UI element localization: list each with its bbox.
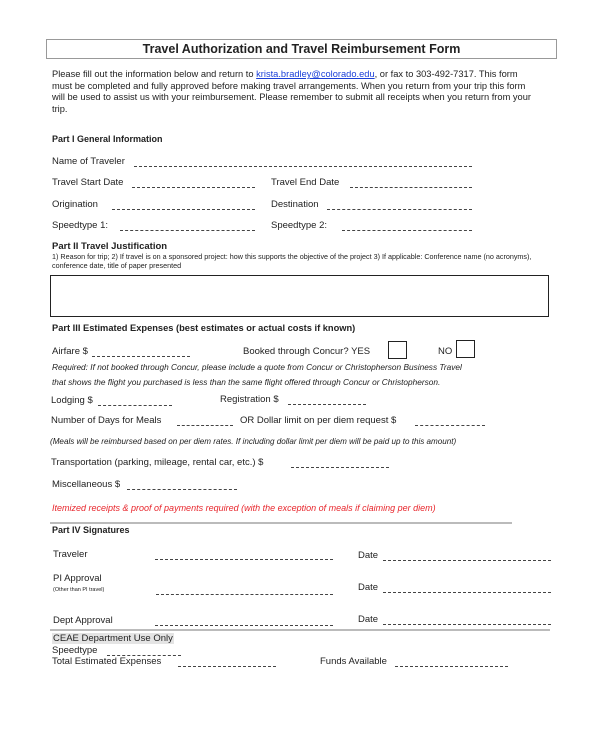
funds-available-label: Funds Available (320, 656, 387, 667)
meals-days-field[interactable] (177, 425, 233, 426)
part4-heading: Part IV Signatures (52, 525, 130, 535)
meals-days-label: Number of Days for Meals (51, 415, 162, 426)
dept-date-label: Date (358, 614, 379, 625)
intro-pre: Please fill out the information below and return to (52, 69, 257, 79)
dept-approval-label: Dept Approval (53, 615, 113, 626)
start-date-label: Travel Start Date (52, 177, 124, 188)
pi-signature-field[interactable] (156, 594, 333, 595)
yes-checkbox[interactable] (388, 341, 407, 359)
justification-textbox[interactable] (50, 275, 549, 317)
per-diem-field[interactable] (415, 425, 485, 426)
miscellaneous-label: Miscellaneous $ (52, 479, 121, 490)
miscellaneous-field[interactable] (127, 489, 237, 490)
email-link[interactable]: krista.bradley@colorado.edu (256, 69, 375, 79)
destination-field[interactable] (327, 209, 472, 210)
intro-text (52, 69, 532, 115)
destination-label: Destination (271, 199, 319, 210)
end-date-field[interactable] (350, 187, 472, 188)
transportation-field[interactable] (291, 467, 389, 468)
booked-concur-label: Booked through Concur? YES (243, 346, 371, 357)
dept-signature-field[interactable] (155, 625, 333, 626)
pi-date-field[interactable] (383, 592, 551, 593)
speedtype2-field[interactable] (342, 230, 472, 231)
dept-date-field[interactable] (383, 624, 551, 625)
intro-post: , or fax to 303-492-7317. This form must be completed and fully approved before making travel arrangements. When you return from your trip this form will be used to assist us with your reimbursement. Please remember to submit all receipts when you return from your trip. (52, 69, 531, 114)
traveler-date-field[interactable] (383, 560, 551, 561)
no-label: NO (438, 346, 453, 357)
traveler-label: Traveler (53, 549, 88, 560)
per-diem-label: OR Dollar limit on per diem request $ (240, 415, 397, 426)
end-date-label: Travel End Date (271, 177, 340, 188)
dept-use-heading: CEAE Department Use Only (53, 633, 173, 644)
required-note-1: Required: If not booked through Concur, please include a quote from Concur or Christopherson Business Travel (52, 362, 462, 372)
speedtype1-label: Speedtype 1: (52, 220, 108, 231)
total-expenses-field[interactable] (178, 666, 276, 667)
part3-heading: Part III Estimated Expenses (best estimates or actual costs if known) (52, 323, 356, 333)
required-note-2: that shows the flight you purchased is less than the same flight offered through Concur or Christopherson. (52, 377, 441, 387)
airfare-label: Airfare $ (52, 346, 88, 357)
registration-field[interactable] (288, 404, 366, 405)
pi-date-label: Date (358, 582, 379, 593)
traveler-signature-field[interactable] (155, 559, 333, 560)
part1-heading: Part I General Information (52, 134, 163, 144)
pi-approval-note: (Other than PI travel) (53, 587, 105, 593)
speedtype2-label: Speedtype 2: (271, 220, 327, 231)
part2-instructions: 1) Reason for trip; 2) If travel is on a sponsored project: how this supports the objective of the project 3) If applicable: Conference name (no acronyms), conference date, title of paper presented (52, 252, 532, 270)
start-date-field[interactable] (132, 187, 255, 188)
lodging-field[interactable] (98, 405, 172, 406)
no-checkbox[interactable] (456, 340, 475, 358)
lodging-label: Lodging $ (51, 395, 93, 406)
part2-heading: Part II Travel Justification (52, 241, 168, 252)
origination-field[interactable] (112, 209, 255, 210)
divider (50, 522, 512, 524)
traveler-date-label: Date (358, 550, 379, 561)
pi-approval-label: PI Approval (53, 573, 102, 584)
funds-available-field[interactable] (395, 666, 508, 667)
dept-speedtype-label: Speedtype (52, 645, 98, 656)
airfare-field[interactable] (92, 356, 190, 357)
total-expenses-label: Total Estimated Expenses (52, 656, 162, 667)
registration-label: Registration $ (220, 394, 279, 405)
name-label: Name of Traveler (52, 156, 125, 167)
origination-label: Origination (52, 199, 98, 210)
form-title: Travel Authorization and Travel Reimbursement Form (46, 39, 557, 59)
name-field[interactable] (134, 166, 472, 167)
divider (50, 629, 550, 631)
transportation-label: Transportation (parking, mileage, rental car, etc.) $ (51, 457, 264, 468)
speedtype1-field[interactable] (120, 230, 255, 231)
receipts-note: Itemized receipts & proof of payments required (with the exception of meals if claiming per diem) (52, 503, 436, 513)
meals-note: (Meals will be reimbursed based on per diem rates. If including dollar limit per diem will be paid up to this amount) (50, 437, 457, 446)
